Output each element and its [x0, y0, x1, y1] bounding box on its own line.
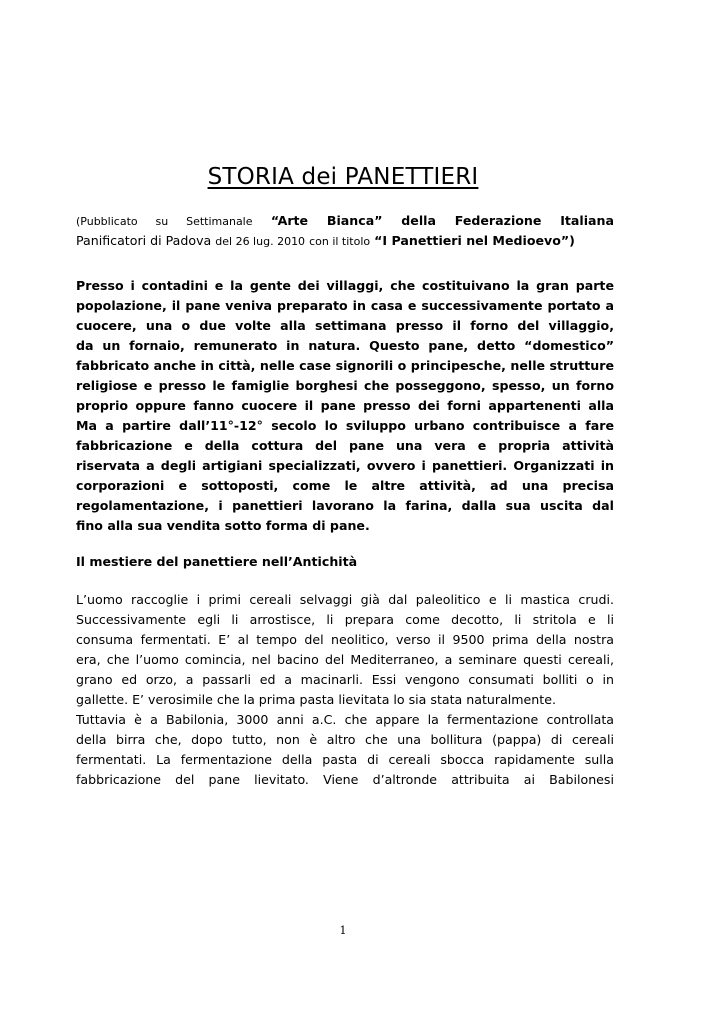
paragraph-line: fabbricato anche in città, nelle case signorili o principesche, nelle strutture	[76, 358, 614, 373]
publication-note-title-label: con il titolo	[309, 235, 371, 248]
publication-note-line-1	[76, 211, 614, 231]
paragraph-line: gallette. E’ verosimile che la prima pasta lievitata lo sia stata naturalmente.	[76, 692, 556, 707]
paragraph-line: cuocere, una o due volte alla settimana presso il forno del villaggio,	[76, 318, 614, 333]
paragraph-line: L’uomo raccoglie i primi cereali selvaggi già dal paleolitico e li mastica crudi.	[76, 592, 614, 607]
paragraph-line: riservata a degli artigiani specializzati, ovvero i panettieri. Organizzati in	[76, 458, 614, 473]
paragraph-line: fino alla sua vendita sotto forma di pane.	[76, 518, 370, 533]
paragraph-line: grano ed orzo, a passarli ed a macinarli. Essi vengono consumati bolliti o in	[76, 672, 614, 687]
publication-note-article-title: “I Panettieri nel Medioevo”)	[374, 233, 575, 248]
section-paragraph	[76, 590, 614, 790]
paragraph-line: Presso i contadini e la gente dei villaggi, che costituivano la gran parte	[76, 278, 614, 293]
paragraph-line: fermentati. La fermentazione della pasta di cereali sbocca rapidamente sulla	[76, 752, 614, 767]
publication-note-line-2	[76, 231, 614, 251]
publication-note-organization: Panificatori di Padova	[76, 233, 212, 248]
document-title: STORIA dei PANETTIERI	[207, 164, 479, 190]
publication-note-source: (Pubblicato su Settimanale	[76, 215, 253, 228]
paragraph-line: Tuttavia è a Babilonia, 3000 anni a.C. che appare la fermentazione controllata	[76, 712, 614, 727]
paragraph-line: fabbricazione del pane lievitato. Viene d’altronde attribuita ai Babilonesi	[76, 772, 614, 787]
paragraph-line: era, che l’uomo comincia, nel bacino del Mediterraneo, a seminare questi cereali,	[76, 652, 614, 667]
paragraph-line: corporazioni e sottoposti, come le altre attività, ad una precisa	[76, 478, 614, 493]
paragraph-line: Successivamente egli li arrostisce, li prepara come decotto, li stritola e li	[76, 612, 614, 627]
paragraph-line: popolazione, il pane veniva preparato in casa e successivamente portato a	[76, 298, 614, 313]
paragraph-line: Ma a partire dall’11°-12° secolo lo sviluppo urbano contribuisce a fare	[76, 418, 614, 433]
paragraph-line: fabbricazione e della cottura del pane una vera e propria attività	[76, 438, 614, 453]
paragraph-line: della birra che, dopo tutto, non è altro che una bollitura (pappa) di cereali	[76, 732, 614, 747]
paragraph-line: religiose e presso le famiglie borghesi che posseggono, spesso, un forno	[76, 378, 614, 393]
paragraph-line: consuma fermentati. E’ al tempo del neolitico, verso il 9500 prima della nostra	[76, 632, 614, 647]
page-number: 1	[339, 924, 347, 937]
intro-paragraph	[76, 276, 614, 536]
paragraph-line: proprio oppure fanno cuocere il pane presso dei forni appartenenti alla	[76, 398, 614, 413]
publication-note-magazine: “Arte Bianca” della Federazione Italiana	[270, 213, 614, 228]
paragraph-line: regolamentazione, i panettieri lavorano la farina, dalla sua uscita dal	[76, 498, 614, 513]
section-heading: Il mestiere del panettiere nell’Antichità	[76, 554, 358, 569]
publication-note-date: del 26 lug. 2010	[215, 235, 306, 248]
publication-note	[76, 211, 614, 251]
paragraph-line: da un fornaio, remunerato in natura. Questo pane, detto “domestico”	[76, 338, 614, 353]
